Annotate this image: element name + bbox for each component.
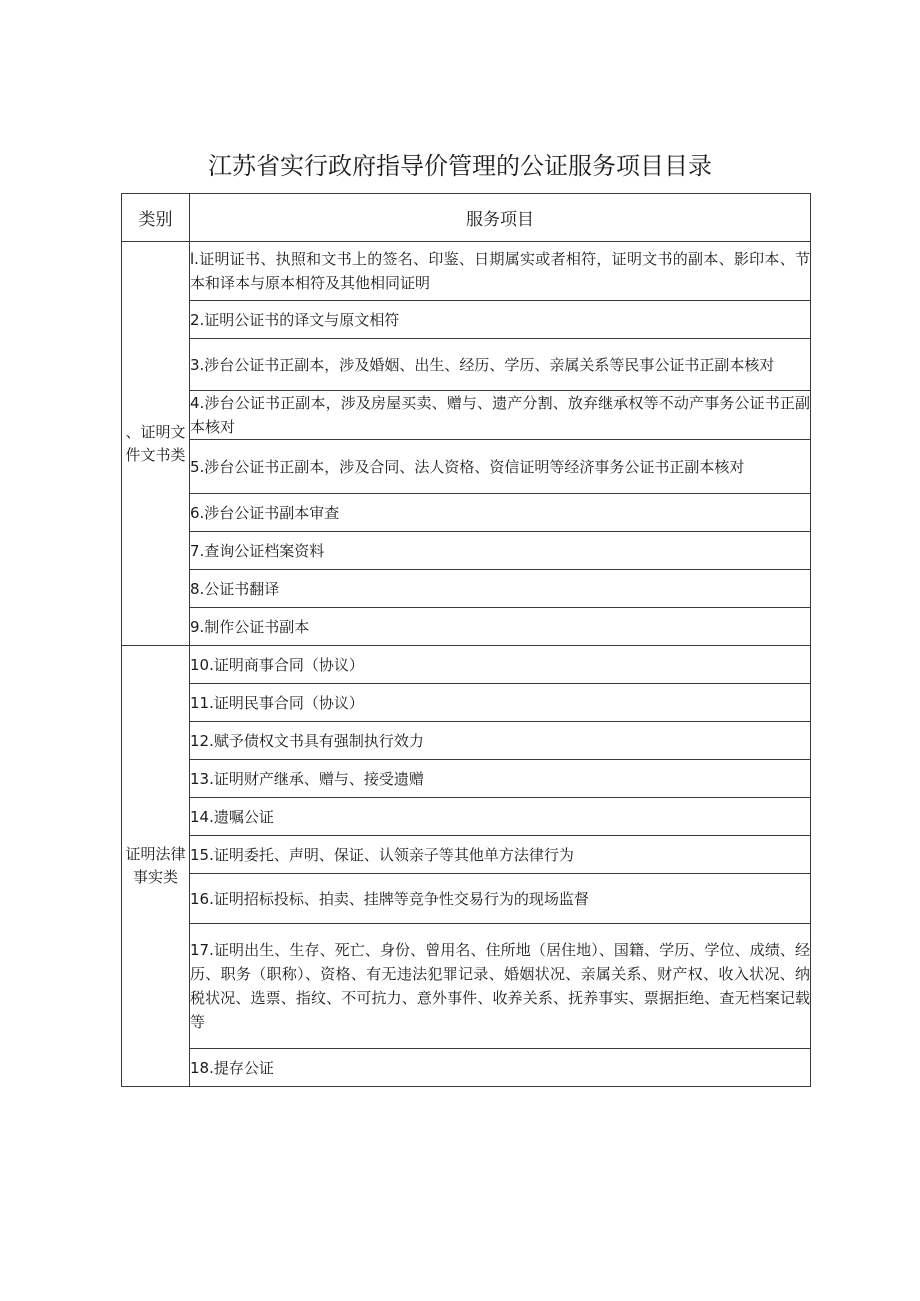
- table-row: [122, 722, 811, 760]
- table-row: [122, 391, 811, 440]
- table-row: [122, 874, 811, 924]
- table-row: [122, 339, 811, 391]
- service-item: 14.遗嘱公证: [190, 798, 811, 836]
- service-catalog-table: [121, 193, 811, 1087]
- table-row: [122, 532, 811, 570]
- table-row: [122, 440, 811, 494]
- table-row: [122, 646, 811, 684]
- service-item: 3.涉台公证书正副本，涉及婚姻、出生、经历、学历、亲属关系等民事公证书正副本核对: [190, 339, 811, 391]
- category-cell-legal-facts: 证明法律事实类: [122, 646, 190, 1087]
- table-header-row: [122, 194, 811, 242]
- table-row: [122, 684, 811, 722]
- service-item: 10.证明商事合同（协议）: [190, 646, 811, 684]
- column-header-items: 服务项目: [190, 194, 811, 242]
- table-row: [122, 242, 811, 301]
- table-row: [122, 924, 811, 1049]
- service-item: l.证明证书、执照和文书上的签名、印鉴、日期属实或者相符，证明文书的副本、影印本、节本和译本与原本相符及其他相同证明: [190, 242, 811, 301]
- page-title: 江苏省实行政府指导价管理的公证服务项目目录: [208, 152, 712, 180]
- table-row: [122, 1049, 811, 1087]
- service-item: 7.查询公证档案资料: [190, 532, 811, 570]
- service-item: 8.公证书翻译: [190, 570, 811, 608]
- service-item: 12.赋予债权文书具有强制执行效力: [190, 722, 811, 760]
- service-item: 11.证明民事合同（协议）: [190, 684, 811, 722]
- service-item: 6.涉台公证书副本审查: [190, 494, 811, 532]
- service-item: 13.证明财产继承、赠与、接受遗赠: [190, 760, 811, 798]
- service-item: 9.制作公证书副本: [190, 608, 811, 646]
- service-item: 17.证明出生、生存、死亡、身份、曾用名、住所地（居住地）、国籍、学历、学位、成绩、经历、职务（职称）、资格、有无违法犯罪记录、婚姻状况、亲属关系、财产权、收入状况、纳税状况、选票、指纹、不可抗力、意外事件、收养关系、抚养事实、票据拒绝、查无档案记载等: [190, 924, 811, 1049]
- service-item: 5.涉台公证书正副本，涉及合同、法人资格、资信证明等经济事务公证书正副本核对: [190, 440, 811, 494]
- table-row: [122, 301, 811, 339]
- table-row: [122, 494, 811, 532]
- service-item: 2.证明公证书的译文与原文相符: [190, 301, 811, 339]
- table-row: [122, 836, 811, 874]
- table-row: [122, 798, 811, 836]
- service-item: 15.证明委托、声明、保证、认领亲子等其他单方法律行为: [190, 836, 811, 874]
- service-item: 4.涉台公证书正副本，涉及房屋买卖、赠与、遗产分割、放弃继承权等不动产事务公证书正副本核对: [190, 391, 811, 440]
- table-row: [122, 760, 811, 798]
- service-item: 18.提存公证: [190, 1049, 811, 1087]
- column-header-category: 类别: [122, 194, 190, 242]
- category-cell-documents: 、证明文件文书类: [122, 242, 190, 646]
- service-item: 16.证明招标投标、拍卖、挂牌等竞争性交易行为的现场监督: [190, 874, 811, 924]
- table-row: [122, 570, 811, 608]
- table-row: [122, 608, 811, 646]
